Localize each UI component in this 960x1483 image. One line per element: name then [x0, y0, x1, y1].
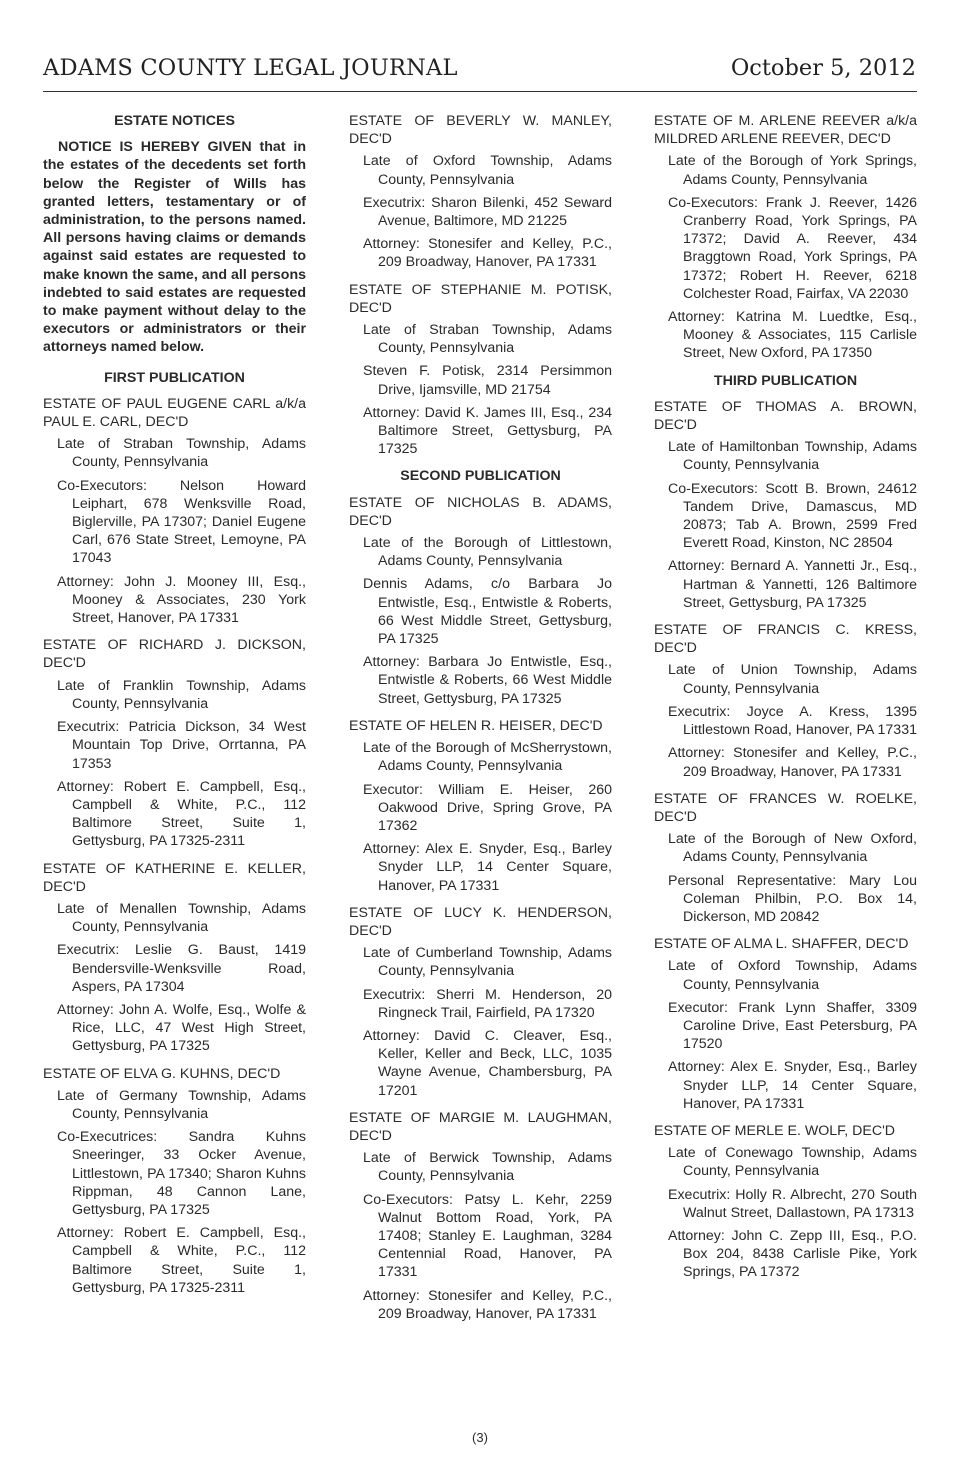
estate-detail-line: Co-Executors: Frank J. Reever, 1426 Cranberry Road, York Springs, PA 17372; David A. Reever, 434 Braggtown Road, York Springs, PA 17372; Robert H. Reever, 6218 Colchester Road, Fairfax, VA 22030 — [668, 194, 917, 302]
estate-detail-line: Executrix: Holly R. Albrecht, 270 South Walnut Street, Dallastown, PA 17313 — [668, 1186, 917, 1221]
estate-notice — [349, 717, 612, 895]
journal-title: ADAMS COUNTY LEGAL JOURNAL — [43, 55, 458, 81]
estate-name: ESTATE OF STEPHANIE M. POTISK, DEC'D — [349, 281, 612, 316]
estate-detail-line: Attorney: John C. Zepp III, Esq., P.O. Box 204, 8438 Carlisle Pike, York Springs, PA 17372 — [668, 1227, 917, 1281]
estate-name: ESTATE OF M. ARLENE REEVER a/k/a MILDRED ARLENE REEVER, DEC'D — [654, 113, 917, 148]
estate-detail-line: Dennis Adams, c/o Barbara Jo Entwistle, Esq., Entwistle & Roberts, 66 West Middle Street, Gettysburg, PA 17325 — [363, 576, 612, 648]
estate-name: ESTATE OF ALMA L. SHAFFER, DEC'D — [654, 936, 909, 953]
estate-notice — [349, 904, 612, 1100]
estate-detail-line: Attorney: Katrina M. Luedtke, Esq., Mooney & Associates, 115 Carlisle Street, New Oxford, PA 17350 — [668, 309, 917, 362]
estate-name: ESTATE OF ELVA G. KUHNS, DEC'D — [43, 1065, 281, 1082]
estate-detail-line: Co-Executors: Patsy L. Kehr, 2259 Walnut Bottom Road, York, PA 17408; Stanley E. Laughman, 3284 Centennial Road, Hanover, PA 17331 — [363, 1191, 612, 1281]
estate-detail-line: Late of Straban Township, Adams County, Pennsylvania — [363, 322, 612, 357]
estate-notice — [654, 621, 917, 781]
estate-detail-line: Attorney: Barbara Jo Entwistle, Esq., Entwistle & Roberts, 66 West Middle Street, Gettysburg, PA 17325 — [363, 654, 612, 707]
estate-detail-line: Late of Franklin Township, Adams County, Pennsylvania — [57, 677, 306, 712]
estate-name: ESTATE OF RICHARD J. DICKSON, DEC'D — [43, 637, 306, 672]
estate-detail-line: Executor: William E. Heiser, 260 Oakwood Drive, Spring Grove, PA 17362 — [363, 781, 612, 834]
estate-detail-line: Attorney: Stonesifer and Kelley, P.C., 209 Broadway, Hanover, PA 17331 — [363, 236, 612, 271]
estate-detail-line: Late of Germany Township, Adams County, Pennsylvania — [57, 1087, 306, 1122]
estate-notice — [654, 398, 917, 612]
estate-detail-line: Late of Union Township, Adams County, Pennsylvania — [668, 662, 917, 697]
estate-detail-line: Attorney: John J. Mooney III, Esq., Mooney & Associates, 230 York Street, Hanover, PA 17331 — [57, 573, 306, 627]
estate-name: ESTATE OF THOMAS A. BROWN, DEC'D — [654, 398, 917, 434]
estate-name: ESTATE OF HELEN R. HEISER, DEC'D — [349, 717, 603, 734]
column-1 — [43, 112, 306, 1306]
estate-name: ESTATE OF PAUL EUGENE CARL a/k/a PAUL E. CARL, DEC'D — [43, 395, 306, 431]
estate-detail-line: Attorney: Stonesifer and Kelley, P.C., 209 Broadway, Hanover, PA 17331 — [668, 745, 917, 780]
estate-detail-line: Late of the Borough of York Springs, Adams County, Pennsylvania — [668, 153, 917, 188]
estate-notice — [349, 494, 612, 708]
estate-notice — [654, 935, 917, 1113]
issue-date: October 5, 2012 — [730, 55, 916, 81]
estate-detail-line: Attorney: Robert E. Campbell, Esq., Campbell & White, P.C., 112 Baltimore Street, Suite 1, Gettysburg, PA 17325-2311 — [57, 778, 306, 850]
estate-notice — [43, 636, 306, 850]
estate-detail-line: Late of Oxford Township, Adams County, Pennsylvania — [668, 958, 917, 993]
estate-notice — [654, 1122, 917, 1282]
estate-detail-line: Late of the Borough of Littlestown, Adams County, Pennsylvania — [363, 535, 612, 570]
estate-detail-line: Attorney: Stonesifer and Kelley, P.C., 209 Broadway, Hanover, PA 17331 — [363, 1287, 612, 1322]
estate-notices-heading: ESTATE NOTICES — [114, 113, 235, 129]
estate-detail-line: Attorney: John A. Wolfe, Esq., Wolfe & Rice, LLC, 47 West High Street, Gettysburg, PA 17325 — [57, 1001, 306, 1055]
estate-detail-line: Co-Executors: Scott B. Brown, 24612 Tandem Drive, Damascus, MD 20873; Tab A. Brown, 2599 Fred Everett Road, Kinston, NC 28504 — [668, 480, 917, 552]
estate-name: ESTATE OF MARGIE M. LAUGHMAN, DEC'D — [349, 1109, 612, 1144]
column-3 — [654, 112, 917, 1291]
estate-detail-line: Attorney: Robert E. Campbell, Esq., Campbell & White, P.C., 112 Baltimore Street, Suite 1, Gettysburg, PA 17325-2311 — [57, 1225, 306, 1296]
estate-name: ESTATE OF BEVERLY W. MANLEY, DEC'D — [349, 113, 612, 148]
estate-detail-line: Executrix: Sherri M. Henderson, 20 Ringneck Trail, Fairfield, PA 17320 — [363, 986, 612, 1021]
estate-detail-line: Co-Executors: Nelson Howard Leiphart, 678 Wenksville Road, Biglerville, PA 17307; Daniel Eugene Carl, 676 State Street, Lemoyne, PA 17043 — [57, 477, 306, 567]
estate-detail-line: Late of the Borough of McSherrystown, Adams County, Pennsylvania — [363, 740, 612, 775]
estate-detail-line: Late of Cumberland Township, Adams County, Pennsylvania — [363, 945, 612, 980]
estate-detail-line: Late of Menallen Township, Adams County, Pennsylvania — [57, 900, 306, 936]
estate-detail-line: Personal Representative: Mary Lou Coleman Philbin, P.O. Box 14, Dickerson, MD 20842 — [668, 872, 917, 925]
estate-detail-line: Attorney: Alex E. Snyder, Esq., Barley Snyder LLP, 14 Center Square, Hanover, PA 17331 — [668, 1059, 917, 1112]
estate-detail-line: Executrix: Joyce A. Kress, 1395 Littlestown Road, Hanover, PA 17331 — [668, 703, 917, 739]
estate-detail-line: Attorney: Bernard A. Yannetti Jr., Esq., Hartman & Yannetti, 126 Baltimore Street, Gettysburg, PA 17325 — [668, 558, 917, 611]
estate-detail-line: Attorney: Alex E. Snyder, Esq., Barley Snyder LLP, 14 Center Square, Hanover, PA 17331 — [363, 841, 612, 894]
header-rule — [43, 91, 917, 92]
estate-notice — [654, 790, 917, 926]
estate-detail-line: Executrix: Leslie G. Baust, 1419 Bendersville-Wenksville Road, Aspers, PA 17304 — [57, 942, 306, 995]
publication-heading: FIRST PUBLICATION — [104, 369, 245, 386]
column-2 — [349, 112, 612, 1332]
estate-name: ESTATE OF NICHOLAS B. ADAMS, DEC'D — [349, 494, 612, 529]
estate-name: ESTATE OF KATHERINE E. KELLER, DEC'D — [43, 860, 306, 895]
estate-detail-line: Late of Hamiltonban Township, Adams County, Pennsylvania — [668, 439, 917, 474]
estate-detail-line: Co-Executrices: Sandra Kuhns Sneeringer, 33 Ocker Avenue, Littlestown, PA 17340; Sharon Kuhns Rippman, 48 Cannon Lane, Gettysburg, PA 17325 — [57, 1129, 306, 1218]
estate-name: ESTATE OF LUCY K. HENDERSON, DEC'D — [349, 904, 612, 939]
estate-detail-line: Executrix: Patricia Dickson, 34 West Mountain Top Drive, Orrtanna, PA 17353 — [57, 719, 306, 772]
estate-detail-line: Late of Berwick Township, Adams County, Pennsylvania — [363, 1150, 612, 1185]
estate-detail-line: Executrix: Sharon Bilenki, 452 Seward Avenue, Baltimore, MD 21225 — [363, 194, 612, 230]
estate-detail-line: Late of Conewago Township, Adams County, Pennsylvania — [668, 1145, 917, 1180]
estate-detail-line: Steven F. Potisk, 2314 Persimmon Drive, Ijamsville, MD 21754 — [363, 363, 612, 398]
estate-detail-line: Executor: Frank Lynn Shaffer, 3309 Caroline Drive, East Petersburg, PA 17520 — [668, 999, 917, 1053]
estate-detail-line: Attorney: David K. James III, Esq., 234 Baltimore Street, Gettysburg, PA 17325 — [363, 404, 612, 458]
notice-intro-paragraph: NOTICE IS HEREBY GIVEN that in the estates of the decedents set forth below the Register of Wills has granted letters, testamentary or of administration, to the persons named. All persons having claims or demands against said estates are requested to make known the same, and all persons indebted to said estates are requested to make payment without delay to the executors or administrators or their attorneys named below. — [43, 139, 306, 356]
publication-heading: SECOND PUBLICATION — [400, 468, 561, 485]
page-number: (3) — [472, 1430, 488, 1445]
estate-name: ESTATE OF FRANCIS C. KRESS, DEC'D — [654, 622, 917, 657]
estate-detail-line: Late of the Borough of New Oxford, Adams County, Pennsylvania — [668, 831, 917, 866]
publication-heading: THIRD PUBLICATION — [713, 372, 858, 389]
estate-detail-line: Attorney: David C. Cleaver, Esq., Keller, Keller and Beck, LLC, 1035 Wayne Avenue, Chambersburg, PA 17201 — [363, 1027, 612, 1099]
estate-name: ESTATE OF FRANCES W. ROELKE, DEC'D — [654, 790, 917, 825]
estate-notice — [43, 395, 306, 627]
estate-detail-line: Late of Straban Township, Adams County, Pennsylvania — [57, 436, 306, 471]
estate-notice — [349, 1109, 612, 1323]
estate-notice — [349, 112, 612, 272]
estate-notice — [654, 112, 917, 363]
estate-notice — [43, 860, 306, 1056]
estate-detail-line: Late of Oxford Township, Adams County, Pennsylvania — [363, 153, 612, 188]
estate-notice — [349, 281, 612, 459]
estate-name: ESTATE OF MERLE E. WOLF, DEC'D — [654, 1122, 896, 1139]
estate-notice — [43, 1065, 306, 1297]
